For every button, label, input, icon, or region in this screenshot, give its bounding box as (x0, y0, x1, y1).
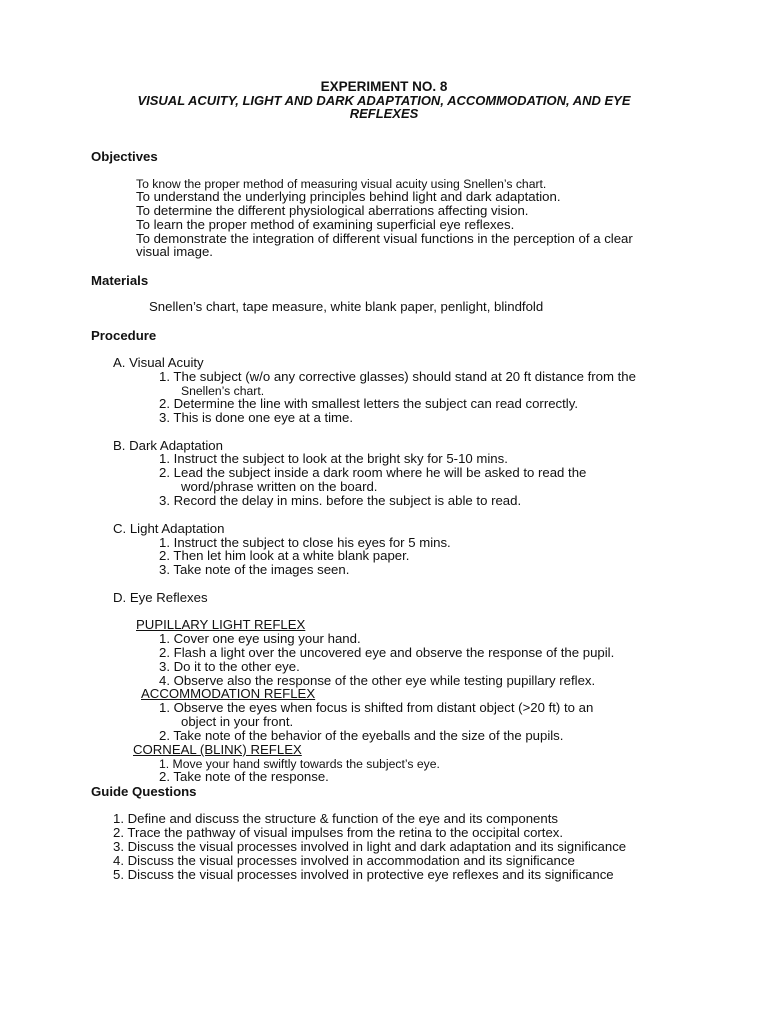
procedure-step: 2. Take note of the behavior of the eyeballs and the size of the pupils. (159, 728, 564, 743)
pupillary-reflex-heading: PUPILLARY LIGHT REFLEX (136, 617, 306, 632)
procedure-step: word/phrase written on the board. (181, 479, 378, 494)
procedure-step: 2. Take note of the response. (159, 769, 329, 784)
procedure-step: 1. The subject (w/o any corrective glasses) should stand at 20 ft distance from the (159, 369, 636, 384)
procedure-step: 2. Lead the subject inside a dark room where he will be asked to read the (159, 465, 587, 480)
guide-questions-heading: Guide Questions (91, 784, 197, 799)
procedure-step: 2. Determine the line with smallest letters the subject can read correctly. (159, 396, 579, 411)
corneal-reflex-heading: CORNEAL (BLINK) REFLEX (133, 742, 302, 757)
experiment-subtitle-line2: REFLEXES (349, 106, 419, 121)
procedure-step: 4. Observe also the response of the other eye while testing pupillary reflex. (159, 673, 596, 688)
procedure-step: 3. This is done one eye at a time. (159, 410, 354, 425)
procedure-step: object in your front. (181, 714, 294, 729)
objective-item: To know the proper method of measuring visual acuity using Snellen’s chart. (136, 177, 547, 191)
guide-question-item: 3. Discuss the visual processes involved in light and dark adaptation and its significance (113, 839, 627, 854)
guide-question-item: 2. Trace the pathway of visual impulses from the retina to the occipital cortex. (113, 825, 564, 840)
procedure-section-c: C. Light Adaptation (113, 521, 225, 536)
objective-item: To determine the different physiological aberrations affecting vision. (136, 203, 529, 218)
guide-question-item: 5. Discuss the visual processes involved in protective eye reflexes and its significance (113, 867, 614, 882)
materials-heading: Materials (91, 273, 149, 288)
accommodation-reflex-heading: ACCOMMODATION REFLEX (141, 686, 316, 701)
experiment-subtitle-line1: VISUAL ACUITY, LIGHT AND DARK ADAPTATION, ACCOMMODATION, AND EYE (137, 93, 631, 108)
procedure-section-a: A. Visual Acuity (113, 355, 204, 370)
materials-text: Snellen’s chart, tape measure, white blank paper, penlight, blindfold (149, 299, 544, 314)
procedure-step: Snellen’s chart. (181, 384, 265, 398)
guide-question-item: 1. Define and discuss the structure & function of the eye and its components (113, 811, 558, 826)
procedure-step: 1. Move your hand swiftly towards the subject’s eye. (159, 757, 440, 771)
procedure-step: 3. Record the delay in mins. before the subject is able to read. (159, 493, 522, 508)
procedure-step: 3. Do it to the other eye. (159, 659, 300, 674)
experiment-title: EXPERIMENT NO. 8 (320, 79, 448, 94)
objective-item: visual image. (136, 244, 213, 259)
procedure-step: 1. Instruct the subject to close his eyes for 5 mins. (159, 535, 451, 550)
procedure-step: 2. Flash a light over the uncovered eye and observe the response of the pupil. (159, 645, 615, 660)
procedure-step: 1. Instruct the subject to look at the bright sky for 5-10 mins. (159, 451, 508, 466)
procedure-step: 3. Take note of the images seen. (159, 562, 350, 577)
objective-item: To demonstrate the integration of different visual functions in the perception of a clear (136, 231, 633, 246)
guide-question-item: 4. Discuss the visual processes involved in accommodation and its significance (113, 853, 575, 868)
procedure-step: 2. Then let him look at a white blank paper. (159, 548, 410, 563)
procedure-step: 1. Cover one eye using your hand. (159, 631, 361, 646)
procedure-section-b: B. Dark Adaptation (113, 438, 223, 453)
procedure-heading: Procedure (91, 328, 157, 343)
procedure-step: 1. Observe the eyes when focus is shifted from distant object (>20 ft) to an (159, 700, 594, 715)
objective-item: To learn the proper method of examining superficial eye reflexes. (136, 217, 515, 232)
objective-item: To understand the underlying principles behind light and dark adaptation. (136, 189, 561, 204)
procedure-section-d: D. Eye Reflexes (113, 590, 208, 605)
objectives-heading: Objectives (91, 149, 158, 164)
